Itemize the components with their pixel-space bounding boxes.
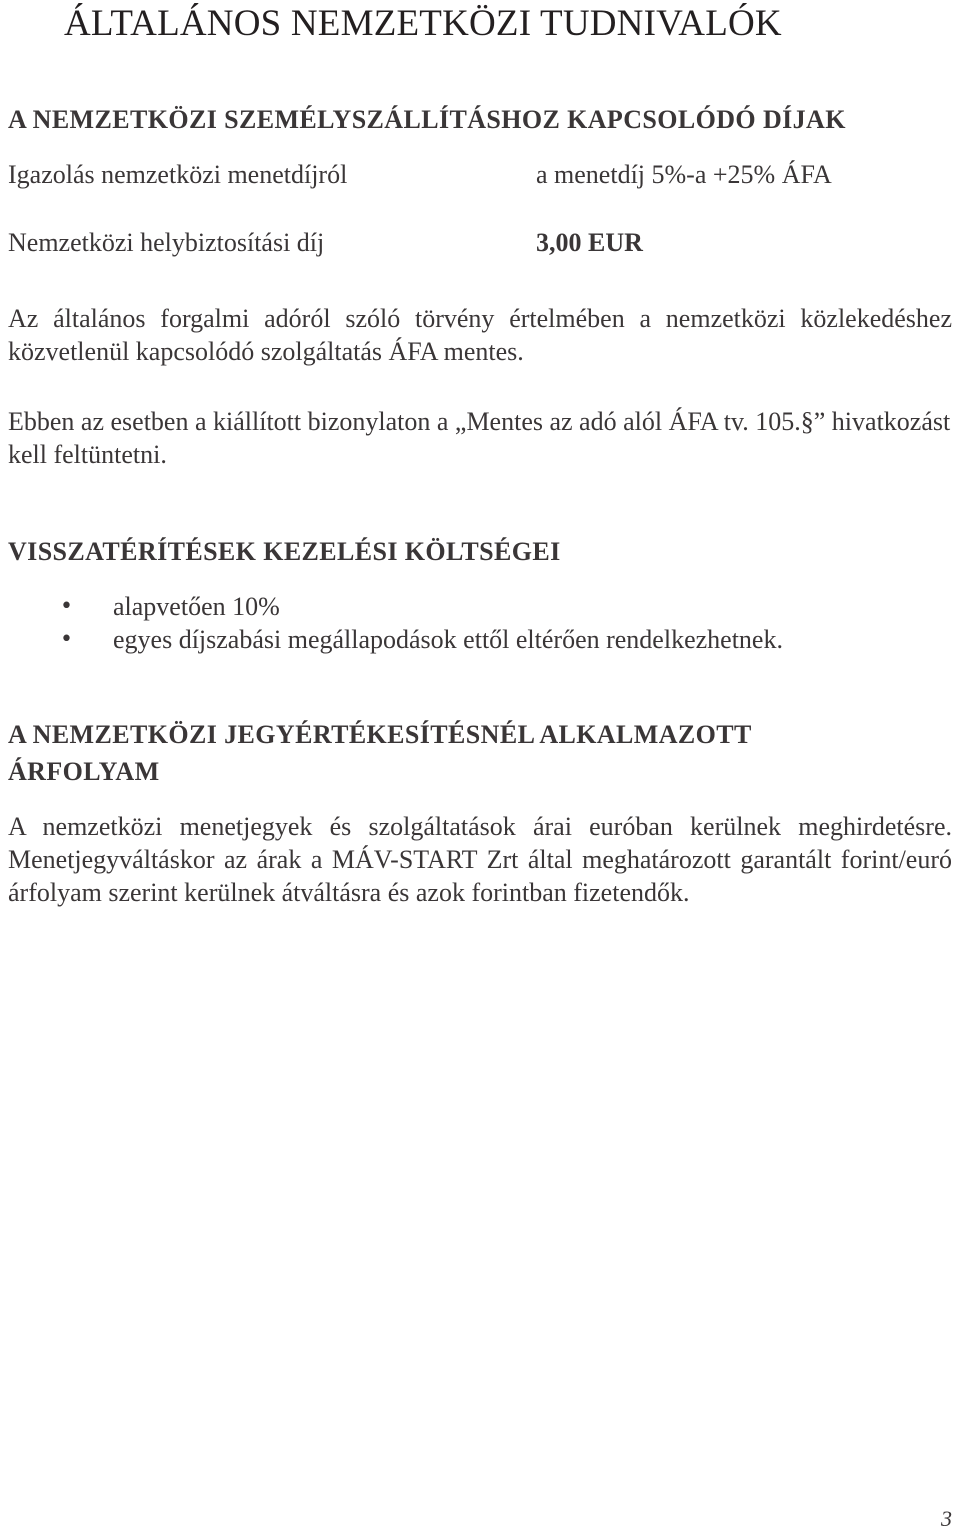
fee-label-reservation: Nemzetközi helybiztosítási díj [8,228,325,257]
fee-label-certificate: Igazolás nemzetközi menetdíjról [8,160,348,189]
exchange-section-heading: A NEMZETKÖZI JEGYÉRTÉKESÍTÉSNÉL ALKALMAZOTT ÁRFOLYAM [8,720,752,786]
bullet-icon: • [60,627,73,652]
refund-section-heading: VISSZATÉRÍTÉSEK KEZELÉSI KÖLTSÉGEI [8,537,561,566]
bullet-icon: • [60,594,73,619]
vat-exemption-note: Az általános forgalmi adóról szóló törvény értelmében a nemzetközi közlekedéshez közvetlenül kapcsolódó szolgáltatás ÁFA mentes. [8,304,952,366]
list-item-text: alapvetően 10% [113,592,280,621]
exchange-rate-text: A nemzetközi menetjegyek és szolgáltatások árai euróban kerülnek meghirdetésre. Menetjegyváltáskor az árak a MÁV-START Zrt által meghatározott garantált forint/euró árfolyam szerint kerülnek átváltásra és azok forintban fizetendők. [8,812,952,907]
page-title: ÁLTALÁNOS NEMZETKÖZI TUDNIVALÓK [64,3,782,44]
fee-value-reservation: 3,00 EUR [536,228,643,257]
fees-section-heading: A NEMZETKÖZI SZEMÉLYSZÁLLÍTÁSHOZ KAPCSOLÓDÓ DÍJAK [8,105,846,134]
list-item-text: egyes díjszabási megállapodások ettől eltérően rendelkezhetnek. [113,625,783,654]
fee-value-certificate: a menetdíj 5%-a +25% ÁFA [536,160,832,189]
page-number: 3 [941,1506,952,1531]
receipt-reference-note: Ebben az esetben a kiállított bizonylaton a „Mentes az adó alól ÁFA tv. 105.§” hivatkozást kell feltüntetni. [8,407,951,469]
